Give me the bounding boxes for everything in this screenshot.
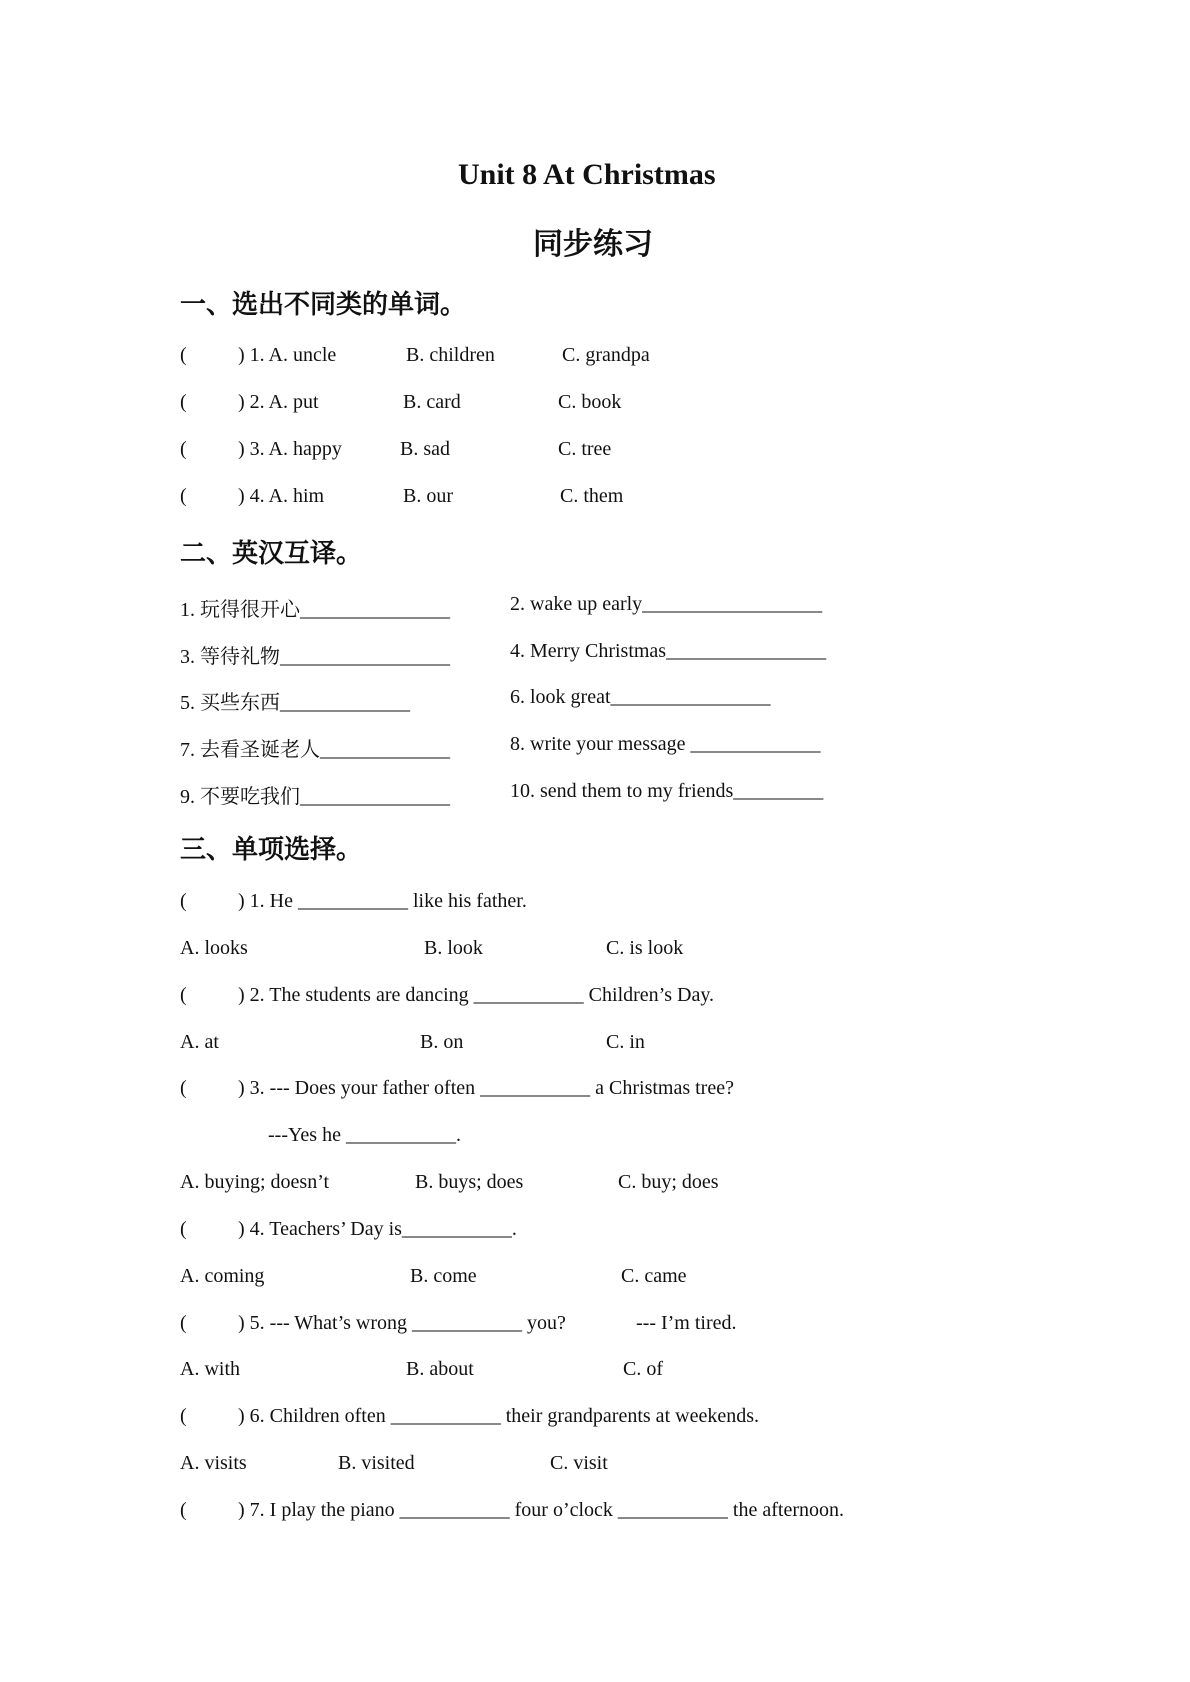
translation-item: 10. send them to my friends_________ [510, 780, 824, 802]
question-text: ) 3. --- Does your father often ___________ a Christmas tree? [238, 1077, 734, 1099]
option-c: C. grandpa [562, 344, 650, 366]
option-c: C. them [560, 485, 624, 507]
question-text-line-2: ---Yes he ___________. [268, 1124, 461, 1146]
option-c: C. visit [550, 1452, 608, 1474]
page-subtitle: 同步练习 [533, 228, 653, 261]
option-b: B. children [406, 344, 495, 366]
translation-item: 4. Merry Christmas________________ [510, 640, 827, 662]
translation-item: 1. 玩得很开心_______________ [180, 599, 450, 621]
option-b: B. card [403, 391, 461, 413]
option-b: B. come [410, 1265, 477, 1287]
section-2-heading: 二、英汉互译。 [180, 539, 363, 569]
option-b: B. sad [400, 438, 450, 460]
option-b: B. about [406, 1358, 474, 1380]
answer-paren: ( [180, 344, 187, 366]
option-a: A. coming [180, 1265, 265, 1287]
translation-item: 7. 去看圣诞老人_____________ [180, 739, 450, 761]
question-reply: --- I’m tired. [636, 1312, 737, 1334]
answer-paren: ( [180, 391, 187, 413]
option-c: C. came [621, 1265, 687, 1287]
option-c: C. book [558, 391, 622, 413]
section-1-heading: 一、选出不同类的单词。 [180, 290, 467, 320]
option-a: A. buying; doesn’t [180, 1171, 330, 1193]
option-b: B. buys; does [415, 1171, 524, 1193]
option-c: C. of [623, 1358, 663, 1380]
question-text: ) 7. I play the piano ___________ four o’clock ___________ the afternoon. [238, 1499, 844, 1521]
translation-item: 2. wake up early__________________ [510, 593, 823, 615]
option-b: B. our [403, 485, 453, 507]
option-c: C. is look [606, 937, 684, 959]
answer-paren: ( [180, 1077, 187, 1099]
option-c: C. buy; does [618, 1171, 719, 1193]
question-stem: ) 3. A. happy [238, 438, 342, 460]
translation-item: 6. look great________________ [510, 686, 771, 708]
translation-item: 3. 等待礼物_________________ [180, 646, 450, 668]
option-c: C. tree [558, 438, 612, 460]
question-text: ) 6. Children often ___________ their grandparents at weekends. [238, 1405, 759, 1427]
question-text: ) 5. --- What’s wrong ___________ you? [238, 1312, 566, 1334]
answer-paren: ( [180, 1405, 187, 1427]
answer-paren: ( [180, 485, 187, 507]
answer-paren: ( [180, 890, 187, 912]
option-b: B. on [420, 1031, 464, 1053]
answer-paren: ( [180, 438, 187, 460]
answer-paren: ( [180, 1312, 187, 1334]
page-title: Unit 8 At Christmas [458, 158, 716, 191]
option-a: A. at [180, 1031, 219, 1053]
answer-paren: ( [180, 984, 187, 1006]
question-stem: ) 1. A. uncle [238, 344, 337, 366]
translation-item: 9. 不要吃我们_______________ [180, 786, 450, 808]
question-text: ) 4. Teachers’ Day is___________. [238, 1218, 517, 1240]
question-stem: ) 2. A. put [238, 391, 319, 413]
option-c: C. in [606, 1031, 645, 1053]
option-a: A. looks [180, 937, 248, 959]
option-b: B. visited [338, 1452, 415, 1474]
option-a: A. with [180, 1358, 240, 1380]
translation-item: 5. 买些东西_____________ [180, 692, 410, 714]
answer-paren: ( [180, 1218, 187, 1240]
question-text: ) 2. The students are dancing ___________ Children’s Day. [238, 984, 715, 1006]
question-text: ) 1. He ___________ like his father. [238, 890, 527, 912]
question-stem: ) 4. A. him [238, 485, 325, 507]
option-a: A. visits [180, 1452, 247, 1474]
section-3-heading: 三、单项选择。 [180, 835, 363, 865]
answer-paren: ( [180, 1499, 187, 1521]
translation-item: 8. write your message _____________ [510, 733, 821, 755]
option-b: B. look [424, 937, 483, 959]
